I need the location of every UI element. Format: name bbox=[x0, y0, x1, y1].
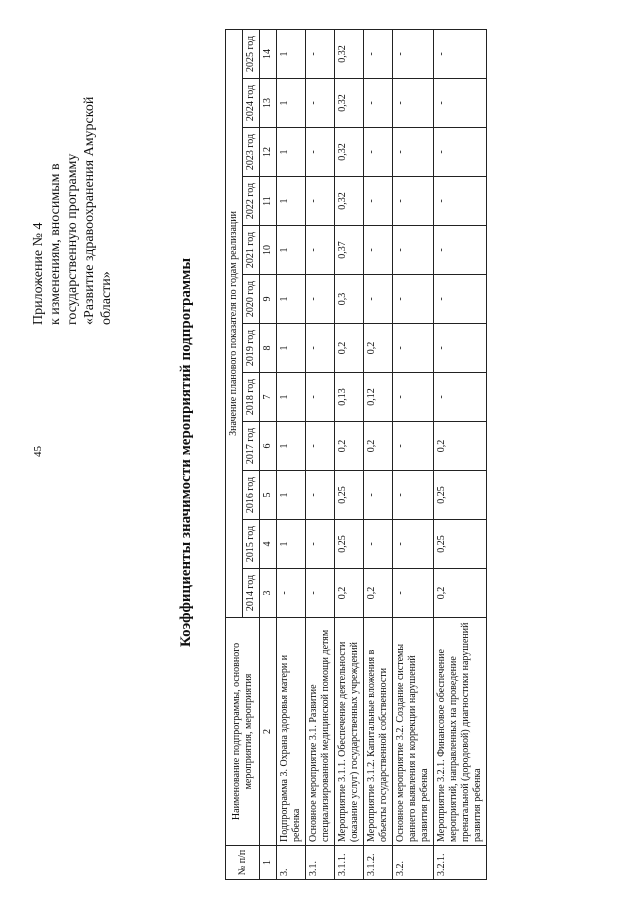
appendix-block bbox=[30, 65, 115, 325]
values-group-header: Значение планового показателя по годам реализации bbox=[226, 29, 243, 617]
table-row bbox=[277, 29, 306, 879]
table-row bbox=[434, 29, 487, 879]
column-index: 13 bbox=[260, 79, 277, 128]
value-cell: - bbox=[364, 128, 393, 177]
column-index: 7 bbox=[260, 373, 277, 422]
value-cell: - bbox=[434, 275, 487, 324]
col-name-header: Наименование подпрограммы, основного мероприятия, мероприятия bbox=[226, 618, 260, 846]
value-cell: 0,2 bbox=[364, 324, 393, 373]
value-cell: - bbox=[306, 422, 335, 471]
value-cell: 0,25 bbox=[434, 471, 487, 520]
table-row bbox=[393, 29, 434, 879]
value-cell: - bbox=[393, 324, 434, 373]
value-cell: 0,2 bbox=[434, 569, 487, 618]
year-header: 2014 год bbox=[243, 569, 260, 618]
value-cell: - bbox=[364, 520, 393, 569]
value-cell: - bbox=[393, 569, 434, 618]
value-cell: - bbox=[434, 79, 487, 128]
value-cell: - bbox=[364, 226, 393, 275]
index-row bbox=[260, 29, 277, 879]
value-cell: 0,37 bbox=[335, 226, 364, 275]
value-cell: - bbox=[306, 471, 335, 520]
column-index: 8 bbox=[260, 324, 277, 373]
value-cell: 1 bbox=[277, 177, 306, 226]
row-name: Мероприятие 3.1.2. Капитальные вложения в объекты государственной собственности bbox=[364, 618, 393, 846]
column-index: 1 bbox=[260, 846, 277, 880]
value-cell: 0,25 bbox=[335, 471, 364, 520]
value-cell: - bbox=[393, 29, 434, 78]
value-cell: - bbox=[434, 226, 487, 275]
value-cell: 1 bbox=[277, 128, 306, 177]
value-cell: 1 bbox=[277, 520, 306, 569]
value-cell: - bbox=[434, 324, 487, 373]
year-header: 2024 год bbox=[243, 79, 260, 128]
row-number: 3.2.1. bbox=[434, 846, 487, 880]
appendix-line: государственную программу bbox=[65, 153, 80, 325]
value-cell: 1 bbox=[277, 226, 306, 275]
col-num-header: № п/п bbox=[226, 846, 260, 880]
value-cell: - bbox=[364, 275, 393, 324]
column-index: 11 bbox=[260, 177, 277, 226]
value-cell: - bbox=[306, 128, 335, 177]
year-header: 2019 год bbox=[243, 324, 260, 373]
value-cell: 1 bbox=[277, 422, 306, 471]
value-cell: - bbox=[393, 422, 434, 471]
value-cell: 0,2 bbox=[364, 422, 393, 471]
column-index: 9 bbox=[260, 275, 277, 324]
row-name: Мероприятие 3.1.1. Обеспечение деятельности (оказание услуг) государственных учреждений bbox=[335, 618, 364, 846]
column-index: 3 bbox=[260, 569, 277, 618]
row-number: 3. bbox=[277, 846, 306, 880]
value-cell: 0,32 bbox=[335, 79, 364, 128]
value-cell: 0,32 bbox=[335, 128, 364, 177]
value-cell: - bbox=[306, 275, 335, 324]
year-header: 2023 год bbox=[243, 128, 260, 177]
value-cell: 1 bbox=[277, 324, 306, 373]
year-header: 2020 год bbox=[243, 275, 260, 324]
value-cell: - bbox=[393, 520, 434, 569]
year-header: 2016 год bbox=[243, 471, 260, 520]
header-row bbox=[226, 29, 243, 879]
value-cell: - bbox=[306, 569, 335, 618]
value-cell: 0,25 bbox=[434, 520, 487, 569]
value-cell: - bbox=[393, 128, 434, 177]
row-name: Подпрограмма 3. Охрана здоровья матери и ребенка bbox=[277, 618, 306, 846]
value-cell: - bbox=[434, 128, 487, 177]
value-cell: 0,32 bbox=[335, 177, 364, 226]
value-cell: - bbox=[364, 79, 393, 128]
value-cell: 0,25 bbox=[335, 520, 364, 569]
row-number: 3.1. bbox=[306, 846, 335, 880]
value-cell: 1 bbox=[277, 373, 306, 422]
row-number: 3.1.2. bbox=[364, 846, 393, 880]
value-cell: - bbox=[306, 324, 335, 373]
value-cell: - bbox=[306, 79, 335, 128]
value-cell: - bbox=[306, 29, 335, 78]
value-cell: - bbox=[393, 79, 434, 128]
value-cell: - bbox=[393, 177, 434, 226]
value-cell: 1 bbox=[277, 29, 306, 78]
value-cell: - bbox=[364, 29, 393, 78]
value-cell: - bbox=[306, 226, 335, 275]
year-header: 2022 год bbox=[243, 177, 260, 226]
value-cell: 1 bbox=[277, 79, 306, 128]
value-cell: 0,13 bbox=[335, 373, 364, 422]
year-header: 2018 год bbox=[243, 373, 260, 422]
value-cell: - bbox=[306, 177, 335, 226]
document-title: Коэффициенты значимости мероприятий подпрограммы bbox=[178, 257, 194, 648]
column-index: 14 bbox=[260, 29, 277, 78]
value-cell: 1 bbox=[277, 471, 306, 520]
value-cell: - bbox=[393, 373, 434, 422]
page-number: 45 bbox=[32, 446, 44, 457]
column-index: 10 bbox=[260, 226, 277, 275]
value-cell: - bbox=[434, 373, 487, 422]
value-cell: 0,12 bbox=[364, 373, 393, 422]
value-cell: - bbox=[434, 29, 487, 78]
year-header: 2015 год bbox=[243, 520, 260, 569]
appendix-line: к изменениям, вносимым в bbox=[48, 163, 63, 325]
value-cell: 0,2 bbox=[364, 569, 393, 618]
column-index: 4 bbox=[260, 520, 277, 569]
value-cell: - bbox=[277, 569, 306, 618]
value-cell: 1 bbox=[277, 275, 306, 324]
appendix-line: области» bbox=[99, 271, 114, 325]
table-row bbox=[306, 29, 335, 879]
row-name: Основное мероприятие 3.1. Развитие специализированной медицинской помощи детям bbox=[306, 618, 335, 846]
value-cell: 0,2 bbox=[335, 422, 364, 471]
year-header: 2021 год bbox=[243, 226, 260, 275]
year-header: 2025 год bbox=[243, 29, 260, 78]
value-cell: - bbox=[393, 471, 434, 520]
row-name: Мероприятие 3.2.1. Финансовое обеспечение мероприятий, направленных на проведение пренатальной (дородовой) диагностики нарушений развития ребенка bbox=[434, 618, 487, 846]
value-cell: 0,2 bbox=[434, 422, 487, 471]
column-index: 5 bbox=[260, 471, 277, 520]
year-header: 2017 год bbox=[243, 422, 260, 471]
value-cell: 0,2 bbox=[335, 324, 364, 373]
value-cell: 0,2 bbox=[335, 569, 364, 618]
value-cell: - bbox=[393, 275, 434, 324]
column-index: 2 bbox=[260, 618, 277, 846]
column-index: 6 bbox=[260, 422, 277, 471]
row-number: 3.2. bbox=[393, 846, 434, 880]
table-row bbox=[335, 29, 364, 879]
value-cell: 0,32 bbox=[335, 29, 364, 78]
value-cell: - bbox=[434, 177, 487, 226]
value-cell: - bbox=[364, 471, 393, 520]
row-number: 3.1.1. bbox=[335, 846, 364, 880]
value-cell: - bbox=[364, 177, 393, 226]
table-body bbox=[277, 29, 487, 879]
table-row bbox=[364, 29, 393, 879]
significance-table bbox=[225, 29, 487, 880]
appendix-line: Приложение № 4 bbox=[31, 222, 46, 325]
column-index: 12 bbox=[260, 128, 277, 177]
value-cell: - bbox=[306, 520, 335, 569]
value-cell: - bbox=[393, 226, 434, 275]
value-cell: - bbox=[306, 373, 335, 422]
appendix-line: «Развитие здравоохранения Амурской bbox=[82, 96, 97, 325]
row-name: Основное мероприятие 3.2. Создание системы раннего выявления и коррекции нарушений развития ребенка bbox=[393, 618, 434, 846]
value-cell: 0,3 bbox=[335, 275, 364, 324]
